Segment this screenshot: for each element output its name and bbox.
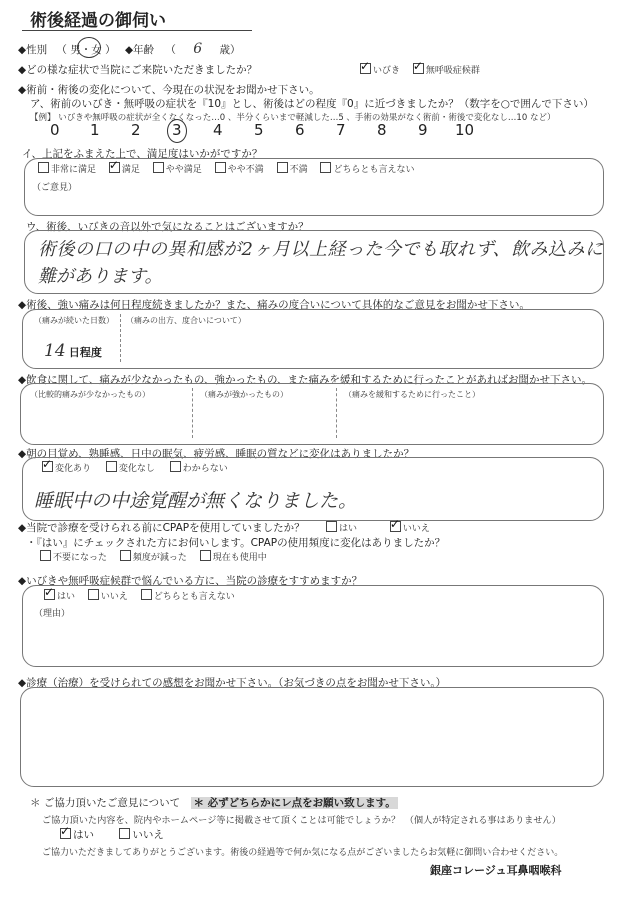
- q9-opt0-label: はい: [57, 592, 76, 602]
- q3-opt3-checkbox[interactable]: [215, 162, 226, 173]
- q3-opt3-label: やや不満: [227, 165, 264, 175]
- q2-example: 【例】 いびきや無呼吸の症状が全くなくなった…0 、半分くらいまで軽減した…5 、手術の効果がなく術前・術後で変化なし…10 など）: [30, 113, 556, 123]
- scale-7[interactable]: 7: [336, 121, 346, 139]
- q7-opt0-checkbox[interactable]: [42, 461, 53, 472]
- q1-ibiki-label: いびき: [373, 66, 401, 76]
- age-close: 歳）: [219, 44, 241, 56]
- q9-reason-label: （理由）: [34, 609, 71, 619]
- age-value[interactable]: 6: [193, 41, 203, 57]
- scale-9[interactable]: 9: [418, 121, 428, 139]
- q6-col3: （痛みを緩和するために行ったこと）: [344, 390, 480, 399]
- q3-opt1-label: 満足: [121, 165, 140, 175]
- q9-options: [44, 589, 235, 602]
- q10-text: ◆診療（治療）を受けられての感想をお聞かせ下さい。（お気づきの点をお聞かせ下さい。）: [18, 677, 447, 689]
- q8-options: [326, 521, 430, 534]
- q8-text: ◆当院で診療を受けられる前にCPAPを使用していましたか？: [18, 522, 305, 534]
- q1-ibiki-checkbox[interactable]: [360, 63, 371, 74]
- profile-row: [18, 41, 240, 57]
- q8-sub1-label: 頻度が減った: [132, 553, 187, 563]
- scale-selected-circle: [167, 119, 187, 143]
- q3-opt5-label: どちらとも言えない: [333, 165, 415, 175]
- scale-3[interactable]: 3: [172, 121, 182, 139]
- q8-yes-label: はい: [339, 524, 358, 534]
- q6-col2: （痛みが強かったもの）: [200, 390, 288, 399]
- q6-col1: （比較的痛みが少なかったもの）: [30, 390, 150, 399]
- q2-text: ◆術前・術後の変化について、今現在の状況をお聞かせ下さい。: [18, 84, 320, 96]
- q7-opt1-checkbox[interactable]: [106, 461, 117, 472]
- scale-0[interactable]: 0: [50, 121, 60, 139]
- q8-sub-text: ・『はい』にチェックされた方にお伺いします。CPAPの使用頻度に変化はありましたか？: [26, 537, 446, 549]
- q4-text: ウ、術後、いびきの音以外で気になることはございますか？: [26, 221, 309, 233]
- clinic-name: 銀座コレージュ耳鼻咽喉科: [430, 864, 562, 877]
- gender-label: ◆性別: [18, 44, 48, 56]
- q1-text: ◆どの様な症状で当院にご来院いただきましたか？: [18, 64, 258, 76]
- q6-text: ◆飲食に関して、痛みが少なかったもの、強かったもの、また痛みを緩和するために行ったことがあればお聞かせ下さい。: [18, 374, 593, 386]
- q8-sub0-checkbox[interactable]: [40, 550, 51, 561]
- q3-opt2-checkbox[interactable]: [153, 162, 164, 173]
- q5-degree-label: （痛みの出方、度合いについて）: [126, 316, 246, 325]
- q2-scale: [50, 121, 480, 143]
- consent-options: [60, 827, 164, 842]
- q7-answer[interactable]: 睡眠中の中途覚醒が無くなりました。: [34, 490, 358, 512]
- q9-opt0-checkbox[interactable]: [44, 589, 55, 600]
- gender-open: （: [56, 44, 67, 56]
- page-title: 術後経過の御伺い: [30, 11, 166, 31]
- q1-apnea-checkbox[interactable]: [413, 63, 424, 74]
- q3-opt0-label: 非常に満足: [51, 165, 97, 175]
- q5-text: ◆術後、強い痛みは何日程度続きましたか？また、痛みの度合いについて具体的なご意見をお聞かせ下さい。: [18, 299, 530, 311]
- q3-opinion-label: （ご意見）: [32, 183, 78, 193]
- q5-days-value[interactable]: 14: [44, 341, 66, 361]
- q7-opt2-checkbox[interactable]: [170, 461, 181, 472]
- q3-opt4-label: 不満: [289, 165, 308, 175]
- q7-opt1-label: 変化なし: [118, 464, 155, 474]
- q3-options: [38, 162, 414, 175]
- q7-opt0-label: 変化あり: [55, 464, 92, 474]
- q3-opt5-checkbox[interactable]: [320, 162, 331, 173]
- q8-sub2-checkbox[interactable]: [200, 550, 211, 561]
- scale-5[interactable]: 5: [254, 121, 264, 139]
- q10-box: [20, 687, 604, 787]
- consent-yes-label: はい: [73, 829, 94, 841]
- q3-opt1-checkbox[interactable]: [109, 162, 120, 173]
- q7-options: [42, 461, 228, 474]
- q3-opt4-checkbox[interactable]: [277, 162, 288, 173]
- consent-thanks: ご協力いただきましてありがとうございます。術後の経過等で何か気になる点がございましたらお気軽に御問い合わせください。: [42, 848, 564, 858]
- scale-4[interactable]: 4: [213, 121, 223, 139]
- gender-male[interactable]: 男: [70, 44, 81, 56]
- q8-no-checkbox[interactable]: [390, 521, 401, 532]
- age-open: （: [165, 44, 176, 56]
- gender-male-circle: [77, 37, 101, 58]
- q8-sub0-label: 不要になった: [53, 553, 108, 563]
- q3-text: イ、上記をふまえた上で、満足度はいかがですか？: [22, 148, 263, 160]
- scale-10[interactable]: 10: [455, 121, 475, 139]
- q2-a-text: ア、術前のいびき・無呼吸の症状を『10』とし、術後はどの程度『0』に近づきましたか？（数字を○で囲んで下さい）: [30, 98, 594, 110]
- consent-no-label: いいえ: [132, 829, 164, 841]
- consent-yes-checkbox[interactable]: [60, 828, 71, 839]
- q9-text: ◆いびきや無呼吸症候群で悩んでいる方に、当院の診療をすすめますか？: [18, 575, 363, 587]
- q8-sub2-label: 現在も使用中: [212, 553, 267, 563]
- q5-divider: [120, 314, 121, 362]
- consent-line1-a: ＊ ご協力頂いたご意見について: [30, 797, 181, 809]
- title-underline: [22, 30, 252, 31]
- q8-no-label: いいえ: [402, 524, 430, 534]
- q9-opt1-checkbox[interactable]: [88, 589, 99, 600]
- scale-8[interactable]: 8: [377, 121, 387, 139]
- q8-sub-options: [40, 550, 267, 563]
- q4-answer-line2[interactable]: 難があります。: [38, 266, 163, 287]
- q9-opt2-checkbox[interactable]: [141, 589, 152, 600]
- q5-days-label: （痛みが続いた日数）: [34, 316, 114, 325]
- age-label: ◆年齢: [124, 44, 155, 56]
- consent-line1: [30, 795, 398, 810]
- consent-no-checkbox[interactable]: [119, 828, 130, 839]
- gender-dot: ・: [80, 44, 92, 56]
- q5-days: [44, 341, 102, 361]
- q8-yes-checkbox[interactable]: [326, 521, 337, 532]
- q7-text: ◆朝の目覚め、熟睡感、日中の眠気、疲労感、睡眠の質などに変化はありましたか？: [18, 448, 415, 460]
- q3-opt2-label: やや満足: [165, 165, 202, 175]
- q6-divider-2: [336, 388, 337, 438]
- q9-opt1-label: いいえ: [100, 592, 128, 602]
- q5-days-unit: 日程度: [68, 346, 102, 359]
- consent-line1-b: ＊ 必ずどちらかにレ点をお願い致します。: [193, 797, 396, 809]
- scale-1[interactable]: 1: [90, 121, 100, 139]
- q6-divider-1: [192, 388, 193, 438]
- q1-apnea-label: 無呼吸症候群: [425, 66, 480, 76]
- gender-close: ）: [105, 44, 116, 56]
- gender-female[interactable]: 女: [91, 44, 102, 56]
- scale-2[interactable]: 2: [131, 121, 141, 139]
- q9-opt2-label: どちらとも言えない: [153, 592, 235, 602]
- consent-line2: ご協力頂いた内容を、院内やホームページ等に掲載させて頂くことは可能でしょうか？ （個人が特定される事はありません）: [42, 815, 561, 826]
- scale-6[interactable]: 6: [295, 121, 305, 139]
- q3-opt0-checkbox[interactable]: [38, 162, 49, 173]
- q8-sub1-checkbox[interactable]: [120, 550, 131, 561]
- q7-opt2-label: わからない: [182, 464, 228, 474]
- q1-options: [360, 63, 480, 76]
- q4-answer-line1[interactable]: 術後の口の中の異和感が2ヶ月以上経った今でも取れず、飲み込みに: [38, 239, 604, 260]
